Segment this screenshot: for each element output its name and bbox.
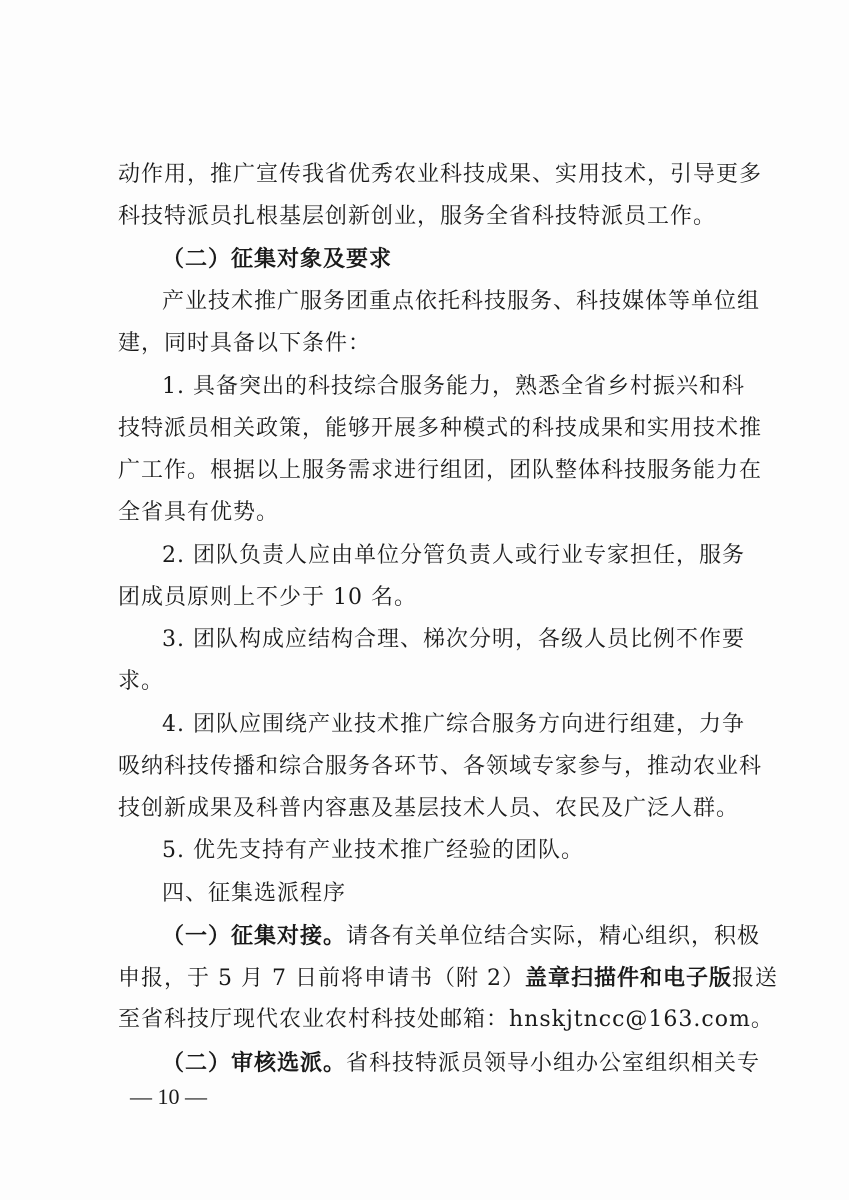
paragraph-line — [162, 921, 761, 952]
paragraph-line: 至省科技厅现代农业农村科技处邮箱：hnskjtncc@163.com。 — [118, 1007, 774, 1032]
list-item-line: 1. 具备突出的科技综合服务能力，熟悉全省乡村振兴和科 — [162, 374, 745, 399]
list-item-line: 2. 团队负责人应由单位分管负责人或行业专家担任，服务 — [162, 543, 745, 568]
section-heading: （二）征集对象及要求 — [162, 246, 393, 272]
list-item-line: 技特派员相关政策，能够开展多种模式的科技成果和实用技术推 — [118, 416, 763, 441]
subsection-title: （一）征集对接。 — [162, 923, 347, 949]
subsection-title: （二）审核选派。 — [162, 1050, 347, 1076]
list-item-line: 全省具有优势。 — [118, 500, 280, 525]
paragraph-line — [118, 963, 778, 994]
paragraph-line: 科技特派员扎根基层创新创业，服务全省科技特派员工作。 — [118, 204, 717, 229]
list-item-line: 3. 团队构成应结构合理、梯次分明，各级人员比例不作要 — [162, 627, 745, 652]
paragraph-text: 报送 — [731, 966, 778, 991]
emphasis-text: 盖章扫描件和电子版 — [524, 965, 732, 991]
page-number: — 10 — — [130, 1084, 207, 1109]
paragraph-line: 产业技术推广服务团重点依托科技服务、科技媒体等单位组 — [162, 289, 761, 314]
list-item-line: 5. 优先支持有产业技术推广经验的团队。 — [162, 838, 584, 863]
list-item-line: 团成员原则上不少于 10 名。 — [118, 585, 417, 610]
list-item-line: 广工作。根据以上服务需求进行组团，团队整体科技服务能力在 — [118, 458, 763, 483]
paragraph-line: 动作用，推广宣传我省优秀农业科技成果、实用技术，引导更多 — [118, 162, 763, 187]
section-heading: 四、征集选派程序 — [162, 881, 347, 906]
paragraph-line — [162, 1048, 761, 1079]
list-item-line: 吸纳科技传播和综合服务各环节、各领域专家参与，推动农业科 — [118, 754, 763, 779]
paragraph-text: 请各有关单位结合实际，精心组织，积极 — [346, 924, 761, 949]
list-item-line: 4. 团队应围绕产业技术推广综合服务方向进行组建，力争 — [162, 712, 745, 737]
list-item-line: 技创新成果及科普内容惠及基层技术人员、农民及广泛人群。 — [118, 796, 740, 821]
paragraph-text: 申报，于 5 月 7 日前将申请书（附 2） — [118, 966, 525, 991]
paragraph-line: 建，同时具备以下条件： — [118, 331, 372, 356]
paragraph-text: 省科技特派员领导小组办公室组织相关专 — [346, 1051, 761, 1076]
list-item-line: 求。 — [118, 669, 165, 694]
